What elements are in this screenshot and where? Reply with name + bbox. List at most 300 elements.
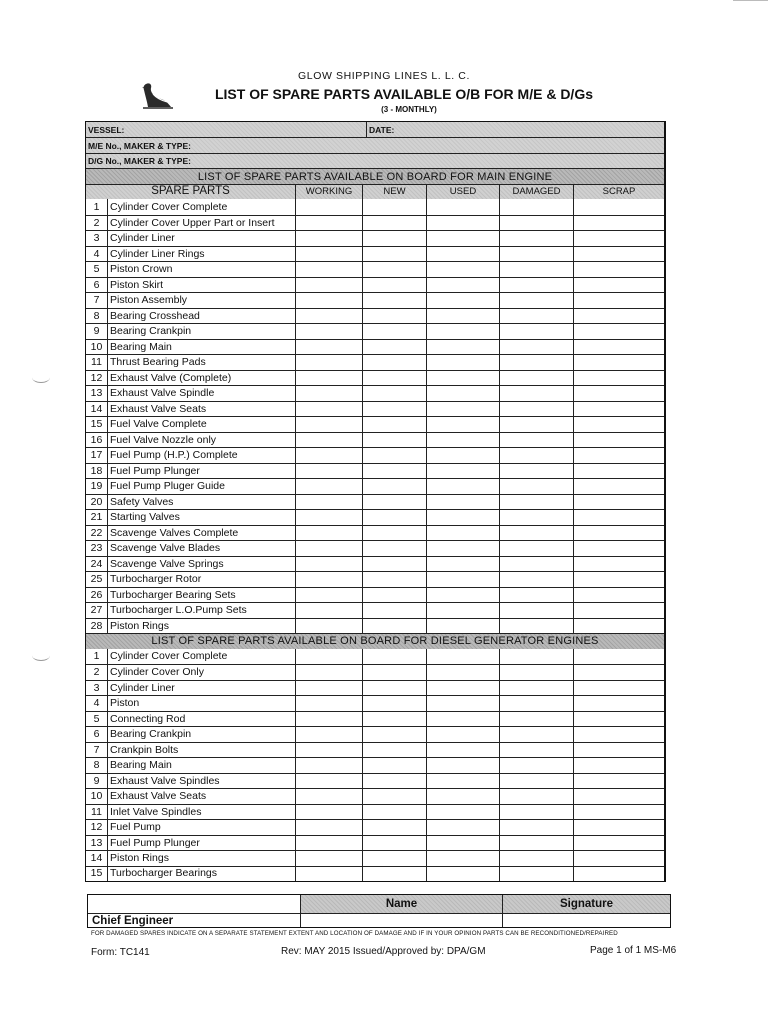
working-cell[interactable] <box>296 340 363 355</box>
working-cell[interactable] <box>296 557 363 572</box>
part-name: Cylinder Liner <box>108 231 296 245</box>
scrap-cell[interactable] <box>574 433 664 448</box>
new-cell[interactable] <box>363 433 427 448</box>
scrap-cell[interactable] <box>574 649 664 665</box>
item-number: 6 <box>86 727 108 741</box>
used-cell[interactable] <box>427 293 500 308</box>
working-cell[interactable] <box>296 805 363 819</box>
used-cell[interactable] <box>427 867 500 881</box>
new-cell[interactable] <box>363 324 427 338</box>
table-row <box>86 308 664 323</box>
used-cell[interactable] <box>427 820 500 834</box>
working-cell[interactable] <box>296 262 363 276</box>
new-cell[interactable] <box>363 665 427 679</box>
part-name: Piston Rings <box>108 851 296 865</box>
working-cell[interactable] <box>296 649 363 665</box>
damaged-cell[interactable] <box>500 293 574 308</box>
damaged-cell[interactable] <box>500 433 574 448</box>
used-cell[interactable] <box>427 526 500 540</box>
name-input-cell[interactable] <box>301 913 503 927</box>
part-name: Cylinder Cover Complete <box>108 649 296 665</box>
used-cell[interactable] <box>427 836 500 851</box>
working-cell[interactable] <box>296 293 363 308</box>
part-name: Piston <box>108 696 296 711</box>
damaged-cell[interactable] <box>500 199 574 215</box>
working-cell[interactable] <box>296 510 363 525</box>
item-number: 5 <box>86 712 108 726</box>
scrap-cell[interactable] <box>574 541 664 555</box>
table-row <box>86 788 664 804</box>
damaged-cell[interactable] <box>500 712 574 726</box>
scrap-cell[interactable] <box>574 836 664 851</box>
part-name: Piston Assembly <box>108 293 296 308</box>
scrap-cell[interactable] <box>574 278 664 292</box>
used-cell[interactable] <box>427 386 500 401</box>
form-number: Form: TC141 <box>91 947 150 958</box>
scrap-cell[interactable] <box>574 758 664 772</box>
new-cell[interactable] <box>363 309 427 323</box>
damaged-cell[interactable] <box>500 588 574 602</box>
dg-row <box>86 153 664 169</box>
used-cell[interactable] <box>427 262 500 276</box>
new-cell[interactable] <box>363 448 427 462</box>
table-row <box>86 509 664 525</box>
scrap-cell[interactable] <box>574 417 664 431</box>
new-cell[interactable] <box>363 417 427 431</box>
new-cell[interactable] <box>363 402 427 416</box>
part-name: Cylinder Cover Complete <box>108 199 296 215</box>
item-number: 7 <box>86 743 108 758</box>
dg-maker-type-label[interactable]: D/G No., MAKER & TYPE: <box>88 156 191 167</box>
used-cell[interactable] <box>427 371 500 385</box>
new-cell[interactable] <box>363 247 427 262</box>
working-cell[interactable] <box>296 836 363 851</box>
working-cell[interactable] <box>296 355 363 369</box>
new-cell[interactable] <box>363 386 427 401</box>
column-header-row <box>86 184 664 199</box>
new-cell[interactable] <box>363 231 427 245</box>
working-cell[interactable] <box>296 371 363 385</box>
used-cell[interactable] <box>427 649 500 665</box>
item-number: 21 <box>86 510 108 525</box>
signoff-blank-cell <box>88 895 301 913</box>
working-cell[interactable] <box>296 309 363 323</box>
damaged-cell[interactable] <box>500 371 574 385</box>
new-cell[interactable] <box>363 758 427 772</box>
scrap-cell[interactable] <box>574 479 664 494</box>
item-number: 12 <box>86 820 108 834</box>
table-row <box>86 835 664 851</box>
damaged-cell[interactable] <box>500 820 574 834</box>
new-cell[interactable] <box>363 727 427 741</box>
scrap-cell[interactable] <box>574 216 664 230</box>
part-name: Fuel Pump Plunger <box>108 836 296 851</box>
used-cell[interactable] <box>427 479 500 494</box>
scrap-cell[interactable] <box>574 495 664 509</box>
damaged-cell[interactable] <box>500 479 574 494</box>
used-cell[interactable] <box>427 603 500 618</box>
used-cell[interactable] <box>427 665 500 679</box>
damaged-cell[interactable] <box>500 557 574 572</box>
scrap-cell[interactable] <box>574 743 664 758</box>
working-cell[interactable] <box>296 681 363 695</box>
damaged-cell[interactable] <box>500 603 574 618</box>
scrap-cell[interactable] <box>574 789 664 804</box>
working-cell[interactable] <box>296 743 363 758</box>
working-cell[interactable] <box>296 495 363 509</box>
working-cell[interactable] <box>296 526 363 540</box>
scrap-cell[interactable] <box>574 557 664 572</box>
used-cell[interactable] <box>427 309 500 323</box>
used-cell[interactable] <box>427 743 500 758</box>
damaged-cell[interactable] <box>500 665 574 679</box>
new-cell[interactable] <box>363 216 427 230</box>
new-cell[interactable] <box>363 355 427 369</box>
used-cell[interactable] <box>427 433 500 448</box>
scrap-cell[interactable] <box>574 324 664 338</box>
new-cell[interactable] <box>363 199 427 215</box>
working-cell[interactable] <box>296 820 363 834</box>
used-cell[interactable] <box>427 805 500 819</box>
scrap-cell[interactable] <box>574 696 664 711</box>
used-cell[interactable] <box>427 727 500 741</box>
document-subtitle: (3 - MONTHLY) <box>381 105 437 114</box>
damaged-cell[interactable] <box>500 774 574 788</box>
working-cell[interactable] <box>296 464 363 478</box>
scrap-cell[interactable] <box>574 293 664 308</box>
damaged-cell[interactable] <box>500 216 574 230</box>
scrap-cell[interactable] <box>574 199 664 215</box>
used-cell[interactable] <box>427 588 500 602</box>
table-row <box>86 261 664 276</box>
new-cell[interactable] <box>363 789 427 804</box>
new-cell[interactable] <box>363 867 427 881</box>
binder-hole-mark <box>32 372 50 383</box>
item-number: 10 <box>86 789 108 804</box>
scrap-cell[interactable] <box>574 665 664 679</box>
scrap-cell[interactable] <box>574 247 664 262</box>
working-cell[interactable] <box>296 448 363 462</box>
vessel-field-label[interactable]: VESSEL: <box>86 122 367 137</box>
used-cell[interactable] <box>427 199 500 215</box>
working-cell[interactable] <box>296 417 363 431</box>
scrap-cell[interactable] <box>574 464 664 478</box>
part-name: Cylinder Cover Upper Part or Insert <box>108 216 296 230</box>
working-cell[interactable] <box>296 727 363 741</box>
working-cell[interactable] <box>296 324 363 338</box>
part-name: Bearing Crankpin <box>108 727 296 741</box>
used-cell[interactable] <box>427 495 500 509</box>
working-cell[interactable] <box>296 774 363 788</box>
item-number: 9 <box>86 324 108 338</box>
damaged-cell[interactable] <box>500 464 574 478</box>
new-cell[interactable] <box>363 712 427 726</box>
damaged-cell[interactable] <box>500 355 574 369</box>
damaged-cell[interactable] <box>500 340 574 355</box>
new-cell[interactable] <box>363 262 427 276</box>
new-cell[interactable] <box>363 340 427 355</box>
working-cell[interactable] <box>296 541 363 555</box>
new-cell[interactable] <box>363 696 427 711</box>
new-cell[interactable] <box>363 526 427 540</box>
used-cell[interactable] <box>427 448 500 462</box>
spare-parts-form <box>85 121 666 882</box>
item-number: 13 <box>86 386 108 401</box>
part-name: Fuel Pump Plunger <box>108 464 296 478</box>
new-cell[interactable] <box>363 820 427 834</box>
damaged-cell[interactable] <box>500 526 574 540</box>
used-cell[interactable] <box>427 712 500 726</box>
working-cell[interactable] <box>296 712 363 726</box>
damaged-column-header: DAMAGED <box>500 185 574 199</box>
damaged-cell[interactable] <box>500 805 574 819</box>
damaged-cell[interactable] <box>500 417 574 431</box>
damaged-cell[interactable] <box>500 495 574 509</box>
used-cell[interactable] <box>427 231 500 245</box>
damaged-cell[interactable] <box>500 278 574 292</box>
me-maker-type-label[interactable]: M/E No., MAKER & TYPE: <box>88 140 191 151</box>
new-cell[interactable] <box>363 603 427 618</box>
damaged-cell[interactable] <box>500 541 574 555</box>
scrap-cell[interactable] <box>574 510 664 525</box>
damaged-cell[interactable] <box>500 867 574 881</box>
item-number: 7 <box>86 293 108 308</box>
used-cell[interactable] <box>427 340 500 355</box>
working-cell[interactable] <box>296 758 363 772</box>
part-name: Piston Rings <box>108 619 296 633</box>
table-row <box>86 804 664 819</box>
used-cell[interactable] <box>427 464 500 478</box>
scrap-cell[interactable] <box>574 820 664 834</box>
new-cell[interactable] <box>363 479 427 494</box>
used-cell[interactable] <box>427 417 500 431</box>
working-cell[interactable] <box>296 619 363 633</box>
damaged-cell[interactable] <box>500 743 574 758</box>
scrap-cell[interactable] <box>574 774 664 788</box>
new-cell[interactable] <box>363 619 427 633</box>
part-name: Scavenge Valves Complete <box>108 526 296 540</box>
used-cell[interactable] <box>427 541 500 555</box>
new-cell[interactable] <box>363 588 427 602</box>
scrap-cell[interactable] <box>574 681 664 695</box>
new-cell[interactable] <box>363 495 427 509</box>
damaged-cell[interactable] <box>500 727 574 741</box>
new-cell[interactable] <box>363 572 427 586</box>
working-cell[interactable] <box>296 851 363 865</box>
new-cell[interactable] <box>363 851 427 865</box>
table-row <box>86 199 664 215</box>
part-name: Exhaust Valve Spindles <box>108 774 296 788</box>
scrap-cell[interactable] <box>574 309 664 323</box>
part-name: Fuel Valve Nozzle only <box>108 433 296 448</box>
damaged-cell[interactable] <box>500 619 574 633</box>
item-number: 3 <box>86 231 108 245</box>
new-cell[interactable] <box>363 293 427 308</box>
scrap-cell[interactable] <box>574 603 664 618</box>
table-row <box>86 587 664 602</box>
new-cell[interactable] <box>363 371 427 385</box>
item-number: 18 <box>86 464 108 478</box>
working-cell[interactable] <box>296 402 363 416</box>
working-cell[interactable] <box>296 247 363 262</box>
used-cell[interactable] <box>427 247 500 262</box>
item-number: 8 <box>86 758 108 772</box>
scrap-cell[interactable] <box>574 526 664 540</box>
new-cell[interactable] <box>363 464 427 478</box>
damaged-cell[interactable] <box>500 247 574 262</box>
signoff-table <box>87 894 671 928</box>
damaged-cell[interactable] <box>500 851 574 865</box>
damaged-cell[interactable] <box>500 231 574 245</box>
working-cell[interactable] <box>296 696 363 711</box>
working-cell[interactable] <box>296 278 363 292</box>
item-number: 13 <box>86 836 108 851</box>
scrap-cell[interactable] <box>574 851 664 865</box>
item-number: 6 <box>86 278 108 292</box>
scrap-cell[interactable] <box>574 619 664 633</box>
damaged-cell[interactable] <box>500 789 574 804</box>
damaged-cell[interactable] <box>500 681 574 695</box>
working-cell[interactable] <box>296 665 363 679</box>
table-row <box>86 866 664 881</box>
signature-column-header: Signature <box>503 895 670 913</box>
item-number: 10 <box>86 340 108 355</box>
working-cell[interactable] <box>296 789 363 804</box>
item-number: 9 <box>86 774 108 788</box>
used-cell[interactable] <box>427 324 500 338</box>
scrap-cell[interactable] <box>574 727 664 741</box>
new-cell[interactable] <box>363 541 427 555</box>
signature-input-cell[interactable] <box>503 913 670 927</box>
item-number: 5 <box>86 262 108 276</box>
damaged-cell[interactable] <box>500 510 574 525</box>
item-number: 22 <box>86 526 108 540</box>
used-cell[interactable] <box>427 510 500 525</box>
used-cell[interactable] <box>427 774 500 788</box>
scrap-cell[interactable] <box>574 402 664 416</box>
scrap-cell[interactable] <box>574 867 664 881</box>
item-number: 19 <box>86 479 108 494</box>
used-cell[interactable] <box>427 681 500 695</box>
used-cell[interactable] <box>427 851 500 865</box>
new-cell[interactable] <box>363 557 427 572</box>
working-cell[interactable] <box>296 588 363 602</box>
table-row <box>86 230 664 245</box>
part-name: Turbocharger Rotor <box>108 572 296 586</box>
main-engine-section-heading: LIST OF SPARE PARTS AVAILABLE ON BOARD FOR MAIN ENGINE <box>86 168 664 183</box>
date-field-label[interactable]: DATE: <box>369 124 395 135</box>
used-cell[interactable] <box>427 696 500 711</box>
document-title: LIST OF SPARE PARTS AVAILABLE O/B FOR M/E & D/Gs <box>214 86 593 102</box>
working-cell[interactable] <box>296 572 363 586</box>
used-cell[interactable] <box>427 216 500 230</box>
new-cell[interactable] <box>363 836 427 851</box>
table-row <box>86 571 664 586</box>
damaged-cell[interactable] <box>500 262 574 276</box>
item-number: 4 <box>86 247 108 262</box>
damaged-cell[interactable] <box>500 572 574 586</box>
damaged-cell[interactable] <box>500 402 574 416</box>
working-cell[interactable] <box>296 216 363 230</box>
table-row <box>86 525 664 540</box>
name-column-header: Name <box>301 895 503 913</box>
working-cell[interactable] <box>296 231 363 245</box>
table-row <box>86 556 664 572</box>
new-cell[interactable] <box>363 510 427 525</box>
new-cell[interactable] <box>363 774 427 788</box>
item-number: 25 <box>86 572 108 586</box>
item-number: 3 <box>86 681 108 695</box>
working-cell[interactable] <box>296 603 363 618</box>
new-cell[interactable] <box>363 649 427 665</box>
item-number: 15 <box>86 417 108 431</box>
damaged-cell[interactable] <box>500 649 574 665</box>
table-row <box>86 726 664 741</box>
damaged-cell[interactable] <box>500 448 574 462</box>
used-cell[interactable] <box>427 619 500 633</box>
page-reference: Page 1 of 1 MS-M6 <box>590 945 677 956</box>
scrap-cell[interactable] <box>574 231 664 245</box>
scrap-cell[interactable] <box>574 386 664 401</box>
used-cell[interactable] <box>427 557 500 572</box>
used-cell[interactable] <box>427 789 500 804</box>
used-cell[interactable] <box>427 278 500 292</box>
table-row <box>86 711 664 726</box>
working-cell[interactable] <box>296 479 363 494</box>
scrap-cell[interactable] <box>574 448 664 462</box>
part-name: Exhaust Valve Seats <box>108 789 296 804</box>
damaged-cell[interactable] <box>500 696 574 711</box>
new-cell[interactable] <box>363 805 427 819</box>
table-row <box>86 432 664 448</box>
scrap-cell[interactable] <box>574 262 664 276</box>
spare-parts-column-header: SPARE PARTS <box>86 185 296 199</box>
working-cell[interactable] <box>296 433 363 448</box>
damaged-cell[interactable] <box>500 758 574 772</box>
working-column-header: WORKING <box>296 185 363 199</box>
working-cell[interactable] <box>296 867 363 881</box>
revision-info: Rev: MAY 2015 Issued/Approved by: DPA/GM <box>281 946 486 957</box>
scrap-cell[interactable] <box>574 805 664 819</box>
scrap-cell[interactable] <box>574 588 664 602</box>
scrap-cell[interactable] <box>574 355 664 369</box>
used-cell[interactable] <box>427 402 500 416</box>
new-cell[interactable] <box>363 681 427 695</box>
table-row <box>86 664 664 679</box>
used-cell[interactable] <box>427 572 500 586</box>
scrap-cell[interactable] <box>574 371 664 385</box>
working-cell[interactable] <box>296 386 363 401</box>
damaged-cell[interactable] <box>500 324 574 338</box>
used-cell[interactable] <box>427 758 500 772</box>
scrap-cell[interactable] <box>574 340 664 355</box>
table-row <box>86 323 664 338</box>
item-number: 14 <box>86 851 108 865</box>
damaged-cell[interactable] <box>500 386 574 401</box>
part-name: Bearing Main <box>108 340 296 355</box>
item-number: 28 <box>86 619 108 633</box>
scrap-cell[interactable] <box>574 572 664 586</box>
damaged-cell[interactable] <box>500 836 574 851</box>
damaged-cell[interactable] <box>500 309 574 323</box>
scrap-cell[interactable] <box>574 712 664 726</box>
working-cell[interactable] <box>296 199 363 215</box>
part-name: Cylinder Liner <box>108 681 296 695</box>
new-cell[interactable] <box>363 743 427 758</box>
chief-engineer-label: Chief Engineer <box>88 913 301 927</box>
new-cell[interactable] <box>363 278 427 292</box>
used-cell[interactable] <box>427 355 500 369</box>
